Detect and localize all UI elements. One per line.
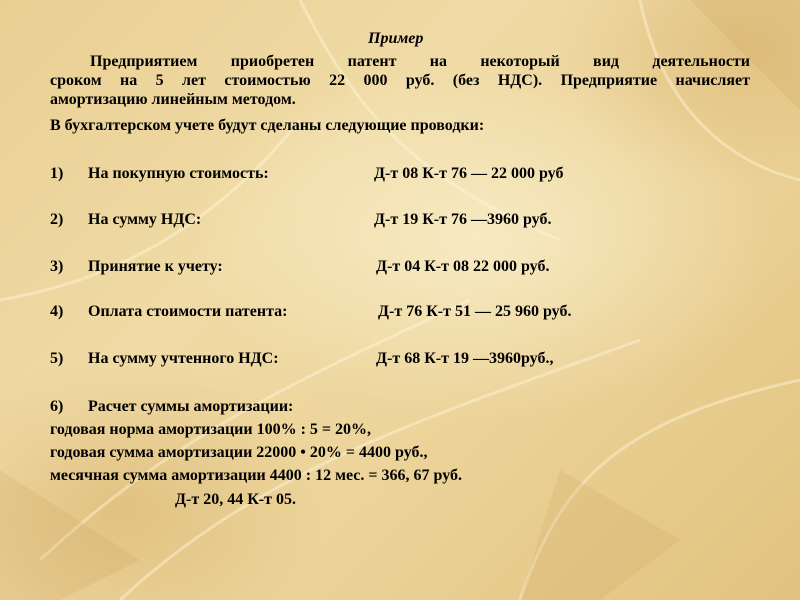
entry-number: 1): [50, 165, 64, 182]
entry-posting: Д-т 68 К-т 19 —3960руб.,: [376, 350, 554, 367]
entry-label: Расчет суммы амортизации:: [88, 398, 294, 415]
paragraph-line: Предприятием приобретен патент на некоторый вид деятельности: [90, 53, 750, 70]
slide-title: Пример: [368, 30, 424, 47]
entry-label: На сумму НДС:: [88, 211, 202, 228]
entry-label: На покупную стоимость:: [88, 165, 269, 182]
entry-number: 5): [50, 350, 64, 367]
entry-number: 4): [50, 303, 64, 320]
entry-label: Оплата стоимости патента:: [88, 303, 288, 320]
paragraph-line: амортизацию линейным методом.: [50, 91, 296, 108]
entry-number: 2): [50, 211, 64, 228]
entry-label: Принятие к учету:: [88, 258, 223, 275]
calc-line: годовая норма амортизации 100% : 5 = 20%,: [50, 421, 372, 438]
entry-posting: Д-т 08 К-т 76 — 22 000 руб: [374, 165, 564, 182]
calc-line: месячная сумма амортизации 4400 : 12 мес. = 366, 67 руб.: [50, 467, 462, 484]
paragraph-line: сроком на 5 лет стоимостью 22 000 руб. (без НДС). Предприятие начисляет: [50, 72, 750, 89]
entry-number: 6): [50, 398, 64, 415]
entry-posting: Д-т 04 К-т 08 22 000 руб.: [376, 258, 550, 275]
entry-number: 3): [50, 258, 64, 275]
entry-posting: Д-т 76 К-т 51 — 25 960 руб.: [378, 303, 572, 320]
calc-line: годовая сумма амортизации 22000 • 20% = 4400 руб.,: [50, 444, 428, 461]
final-posting: Д-т 20, 44 К-т 05.: [175, 491, 296, 508]
intro-paragraph: [50, 52, 750, 109]
entry-label: На сумму учтенного НДС:: [88, 350, 279, 367]
entry-posting: Д-т 19 К-т 76 —3960 руб.: [374, 211, 552, 228]
entries-intro: В бухгалтерском учете будут сделаны следующие проводки:: [50, 117, 485, 134]
